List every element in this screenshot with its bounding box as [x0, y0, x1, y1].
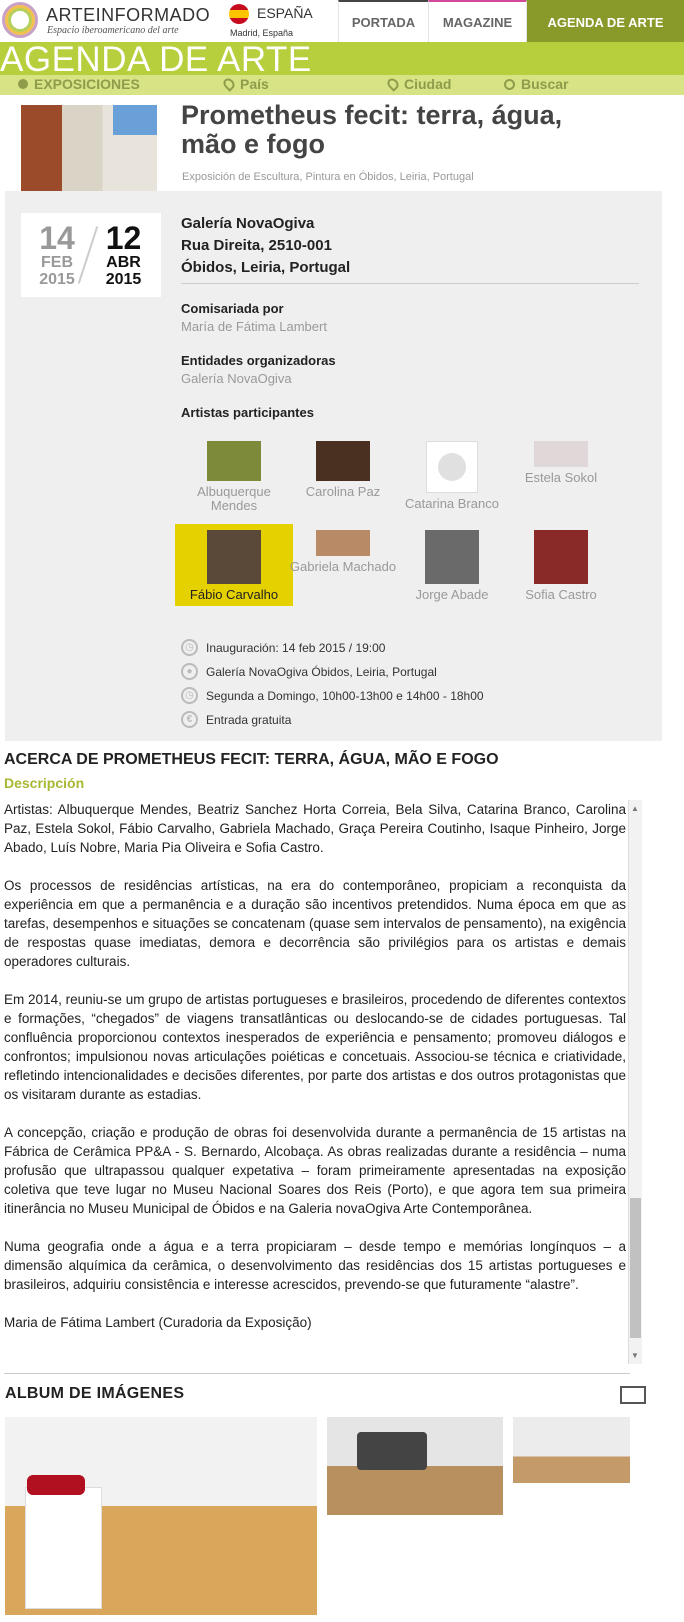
filter-label: Ciudad: [404, 76, 452, 92]
start-date: [37, 221, 77, 289]
exhibition-subtitle: Exposición de Escultura, Pintura en Óbidos, Leiria, Portugal: [182, 171, 474, 183]
filter-exposiciones[interactable]: [18, 76, 140, 92]
organizers-label: Entidades organizadoras: [181, 353, 336, 368]
logo-icon[interactable]: [2, 2, 38, 38]
artist-thumbnail: [316, 530, 370, 556]
artist-thumbnail: [207, 530, 261, 584]
banner-title: AGENDA DE ARTE: [0, 40, 312, 79]
artist-thumbnail: [425, 530, 479, 584]
artist-card-selected[interactable]: [175, 524, 293, 606]
description-scrollbar[interactable]: [628, 800, 642, 1364]
filter-ciudad[interactable]: [388, 76, 451, 92]
exhibition-title: Prometheus fecit: terra, água, mão e fogo: [181, 100, 563, 159]
city-label[interactable]: Madrid, España: [230, 28, 294, 38]
artist-thumbnail: [316, 441, 370, 481]
exhibition-image[interactable]: [21, 105, 157, 197]
detail-price: [181, 711, 291, 728]
exhibition-header: [0, 95, 684, 191]
description-paragraph: Maria de Fátima Lambert (Curadoria da Exposição): [4, 1315, 312, 1330]
location-pin-icon: ●: [181, 663, 198, 680]
detail-location: [181, 663, 437, 680]
end-year: 2015: [105, 271, 142, 288]
end-day: 12: [105, 220, 142, 256]
album-image[interactable]: [327, 1417, 503, 1515]
filter-buscar[interactable]: [504, 76, 568, 92]
detail-inauguration: [181, 639, 385, 656]
organizer-name[interactable]: Galería NovaOgiva: [181, 371, 292, 386]
description-paragraph: Os processos de residências artísticas, na era do contemporâneo, propiciam a reconquista da experiência em que a permanência e a duração são incentivos pretendidos. Numa época em que as tarefas, desempenhos e situações se concatenam (quase sem intervalos de pensamento), na exigência de respostas quase imediatas, demora e decorrência são privilégios para os artistas e demais operadores culturais.: [4, 878, 626, 969]
start-month: FEB: [41, 254, 73, 271]
artist-thumbnail: [207, 441, 261, 481]
description-heading: Descripción: [4, 775, 85, 791]
clock-icon: ◷: [181, 639, 198, 656]
artist-name: Albuquerque Mendes: [197, 484, 271, 513]
filter-pais[interactable]: [224, 76, 269, 92]
scroll-down-icon[interactable]: ▼: [631, 1351, 639, 1360]
artist-card[interactable]: [393, 530, 511, 612]
artist-card[interactable]: [284, 530, 402, 612]
about-heading: ACERCA DE PROMETHEUS FECIT: TERRA, ÁGUA, MÃO E FOGO: [4, 751, 499, 768]
divider: [181, 283, 639, 284]
artist-thumbnail: [534, 530, 588, 584]
detail-hours: [181, 687, 484, 704]
search-icon: [504, 79, 515, 90]
hours-text: Segunda a Domingo, 10h00-13h00 e 14h00 - 18h00: [206, 688, 484, 703]
description-paragraph: Em 2014, reuniu-se um grupo de artistas portugueses e brasileiros, procedendo de diferentes contextos e formações, “chegados” de viagens transatlânticas ou deslocando-se de cidades portuguesas. Tal confluência proporcionou contextos inesperados de experiência e pensamento; promoveu diálogos e confrontos; impulsionou novas articulações poiéticas e concetuais. Associou-se técnica e criatividade, refletindo intencionalidades e decisões diferentes, por parte dos artistas e dos outros protagonistas que os visitaram durante as estadias.: [4, 992, 626, 1102]
clock-icon: ◷: [181, 687, 198, 704]
exhibition-info-panel: [5, 191, 662, 741]
venue-block: [181, 213, 350, 279]
country-selector[interactable]: ESPAÑA: [257, 5, 313, 21]
curator-name[interactable]: María de Fátima Lambert: [181, 319, 327, 334]
scrollbar-thumb[interactable]: [630, 1198, 641, 1338]
date-box: [21, 213, 161, 297]
artist-card[interactable]: [175, 441, 293, 523]
artist-name: Jorge Abade: [415, 587, 489, 602]
agenda-banner: [0, 42, 684, 95]
end-date: [101, 221, 146, 289]
date-separator: [78, 226, 98, 284]
filter-label: Buscar: [521, 76, 569, 92]
expand-icon[interactable]: [620, 1386, 646, 1404]
divider: [4, 1373, 630, 1374]
scroll-up-icon[interactable]: ▲: [631, 804, 639, 813]
price-text: Entrada gratuita: [206, 712, 292, 727]
artist-card[interactable]: [284, 441, 402, 523]
spain-flag-icon[interactable]: [229, 4, 249, 24]
artist-name: Estela Sokol: [524, 470, 598, 485]
filter-label: País: [240, 76, 269, 92]
artist-name: Sofia Castro: [525, 587, 597, 602]
artists-label: Artistas participantes: [181, 405, 314, 420]
description-text[interactable]: [4, 800, 626, 1363]
location-text: Galería NovaOgiva Óbidos, Leiria, Portugal: [206, 664, 437, 679]
location-pin-icon: [385, 76, 401, 92]
album-heading: ALBUM DE IMÁGENES: [5, 1385, 185, 1402]
end-month: ABR: [106, 254, 141, 271]
tab-agenda-de-arte[interactable]: AGENDA DE ARTE: [526, 0, 684, 42]
description-paragraph: A concepção, criação e produção de obras foi desenvolvida durante a permanência de 15 artistas na Fábrica de Cerâmica PP&A - S. Bernardo, Alcobaça. As obras realizadas durante a residência – numa profusão que ultrapassou qualquer expetativa – foram primeiramente apresentadas na exposição coletiva que teve lugar no Museu Nacional Soares dos Reis (Porto), e que agora tem sua primeira itinerância no Museu Municipal de Óbidos e na Galeria novaOgiva Arte Contemporânea.: [4, 1125, 626, 1216]
curated-label: Comisariada por: [181, 301, 284, 316]
start-year: 2015: [39, 271, 75, 288]
start-day: 14: [39, 220, 75, 256]
description-paragraph: Numa geografia onde a água e a terra propiciaram – desde tempo e memórias longínquos – a dimensão alquímica da cerâmica, o desenvolvimento das residências dos 15 artistas portugueses e brasileiros, adquiriu consistência e interesse acrescidos, prevendo-se que futuramente “alastre”.: [4, 1239, 626, 1292]
album-image[interactable]: [5, 1417, 317, 1615]
artist-card[interactable]: [502, 530, 620, 612]
dot-icon: [18, 79, 28, 89]
venue-name[interactable]: Galería NovaOgiva: [181, 215, 315, 232]
artist-name: Carolina Paz: [305, 484, 381, 499]
artist-name: Gabriela Machado: [289, 559, 397, 574]
artist-card[interactable]: [502, 441, 620, 523]
tab-portada[interactable]: PORTADA: [338, 0, 428, 42]
venue-city: Óbidos, Leiria, Portugal: [181, 259, 351, 276]
logo-subtitle: Espacio iberoamericano del arte: [47, 25, 179, 36]
location-pin-icon: [221, 76, 237, 92]
inauguration-text: Inauguración: 14 feb 2015 / 19:00: [206, 640, 386, 655]
venue-address: Rua Direita, 2510-001: [181, 237, 332, 254]
filter-label: EXPOSICIONES: [34, 76, 140, 92]
artist-card[interactable]: [393, 441, 511, 523]
description-paragraph: Artistas: Albuquerque Mendes, Beatriz Sanchez Horta Correia, Bela Silva, Catarina Branco, Carolina Paz, Estela Sokol, Fábio Carvalho, Gabriela Machado, Graça Pereira Coutinho, Isaque Pinheiro, Jorge Abado, Luís Nobre, Maria Pia Oliveira e Sofia Castro.: [4, 802, 626, 855]
user-placeholder-icon: [426, 441, 478, 493]
artist-thumbnail: [534, 441, 588, 467]
artist-name: Fábio Carvalho: [189, 587, 279, 602]
euro-icon: €: [181, 711, 198, 728]
album-image[interactable]: [513, 1417, 630, 1483]
top-header: [0, 0, 684, 42]
logo-title[interactable]: ARTEINFORMADO: [46, 5, 211, 25]
tab-magazine[interactable]: MAGAZINE: [428, 0, 526, 42]
artist-name: Catarina Branco: [405, 496, 499, 511]
